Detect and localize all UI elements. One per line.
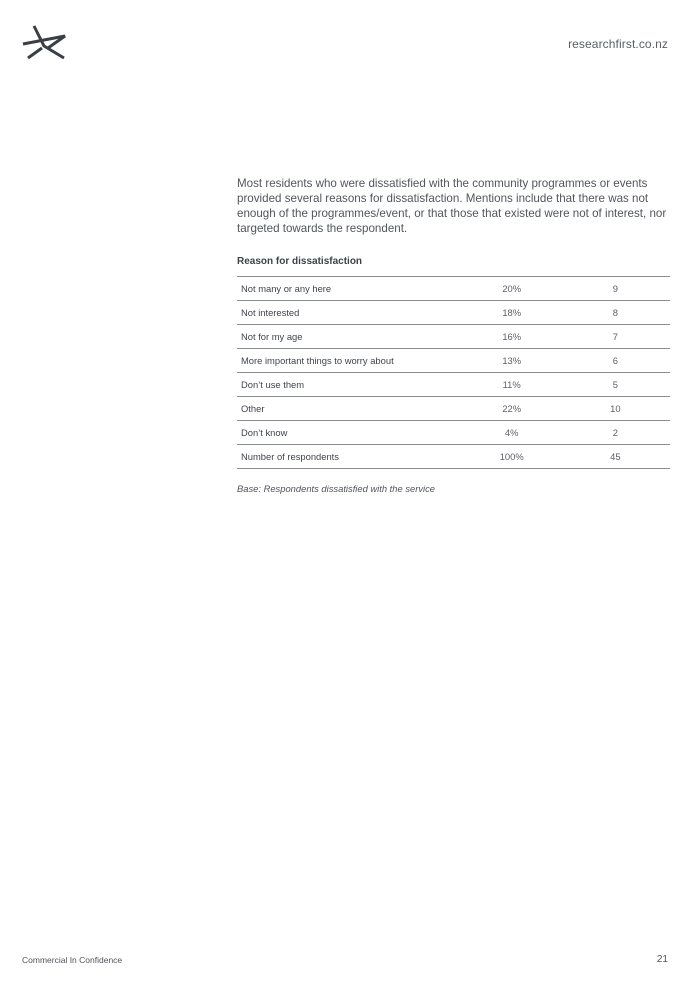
table-title: Reason for dissatisfaction [237,256,363,267]
table-row [237,325,670,349]
row-label: Don’t know [237,421,463,445]
row-count: 8 [561,301,670,325]
base-note: Base: Respondents dissatisfied with the service [237,483,436,494]
table-row [237,397,670,421]
row-percent: 4% [463,421,561,445]
row-label: Other [237,397,463,421]
confidentiality-label: Commercial In Confidence [22,955,123,965]
row-percent: 13% [463,349,561,373]
row-percent: 100% [463,445,561,469]
table-row [237,373,670,397]
dissatisfaction-table [237,276,670,469]
table-row [237,421,670,445]
page-number: 21 [656,954,668,965]
row-count: 7 [561,325,670,349]
row-count: 45 [561,445,670,469]
site-url[interactable]: researchfirst.co.nz [568,37,668,51]
row-label: More important things to worry about [237,349,463,373]
row-percent: 11% [463,373,561,397]
row-count: 2 [561,421,670,445]
row-label: Not for my age [237,325,463,349]
row-label: Don’t use them [237,373,463,397]
star-outline-logo-icon [20,24,68,64]
table-row [237,349,670,373]
row-count: 9 [561,277,670,301]
row-count: 10 [561,397,670,421]
table-row [237,301,670,325]
table-row-total [237,445,670,469]
row-count: 6 [561,349,670,373]
row-percent: 20% [463,277,561,301]
row-label: Not interested [237,301,463,325]
row-percent: 18% [463,301,561,325]
row-percent: 22% [463,397,561,421]
intro-paragraph: Most residents who were dissatisfied with the community programmes or events provided several reasons for dissatisfaction. Mentions include that there was not enough of the programmes/event, or that those that existed were not of interest, nor targeted towards the respondent. [237,177,667,235]
row-label: Number of respondents [237,445,463,469]
row-label: Not many or any here [237,277,463,301]
row-percent: 16% [463,325,561,349]
row-count: 5 [561,373,670,397]
table-row [237,277,670,301]
